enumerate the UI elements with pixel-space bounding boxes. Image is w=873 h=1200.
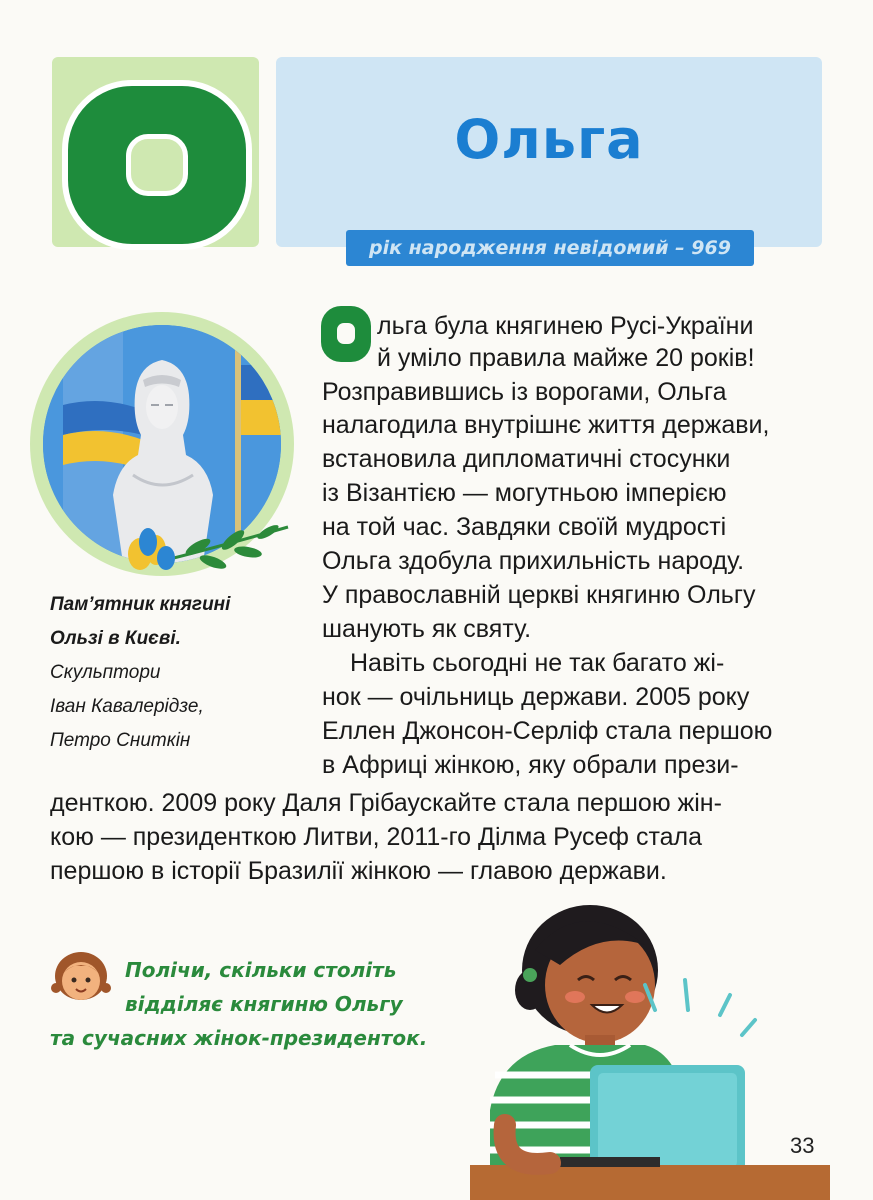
body-line: Ольга здобула прихильність народу. (322, 547, 745, 575)
body-line: льга була княгинею Русі-України (377, 312, 754, 340)
task-line-2: відділяє княгиню Ольгу (125, 992, 403, 1016)
body-line: Навіть сьогодні не так багато жі- (350, 649, 725, 677)
body-line: кою — президенткою Литви, 2011-го Ділма Русеф стала (50, 823, 703, 851)
body-line: налагодила внутрішнє життя держави, (322, 411, 770, 439)
child-icon (50, 948, 112, 1008)
caption-line-2: Іван Кавалерідзе, (50, 696, 204, 717)
body-line: першою в історії Бразилії жінкою — главою держави. (50, 857, 667, 885)
task-line-3: та сучасних жінок-президенток. (50, 1026, 428, 1050)
big-letter-o (62, 80, 252, 250)
body-line: й уміло правила майже 20 років! (377, 344, 755, 372)
page-number: 33 (790, 1133, 815, 1158)
body-line: денткою. 2009 року Даля Грібаускайте стала першою жін- (50, 789, 722, 817)
years-banner: рік народження невідомий – 969 (346, 230, 754, 266)
task-line-1: Полічи, скільки століть (125, 958, 397, 982)
flower-decoration (118, 512, 293, 582)
body-line: У православній церкві княгиню Ольгу (322, 581, 756, 609)
caption-title-line-1: Пам’ятник княгині (50, 594, 231, 615)
body-line: нок — очільниць держави. 2005 року (322, 683, 750, 711)
body-line: із Візантією — могутньою імперією (322, 479, 727, 507)
caption-line-3: Петро Сниткін (50, 730, 191, 751)
caption-title-line-2: Ользі в Києві. (50, 628, 181, 649)
girl-with-laptop-illustration (430, 895, 830, 1200)
body-line: встановила дипломатичні стосунки (322, 445, 731, 473)
body-line: Еллен Джонсон-Серліф стала першою (322, 717, 773, 745)
body-line: Розправившись із ворогами, Ольга (322, 378, 727, 406)
page-title: Ольга (454, 108, 644, 171)
body-line: шанують як святу. (322, 615, 532, 643)
photo-caption (50, 588, 290, 758)
caption-line-1: Скульптори (50, 662, 161, 683)
drop-cap-o (321, 306, 371, 362)
body-line: в Африці жінкою, яку обрали прези- (322, 751, 739, 779)
body-line: на той час. Завдяки своїй мудрості (322, 513, 727, 541)
